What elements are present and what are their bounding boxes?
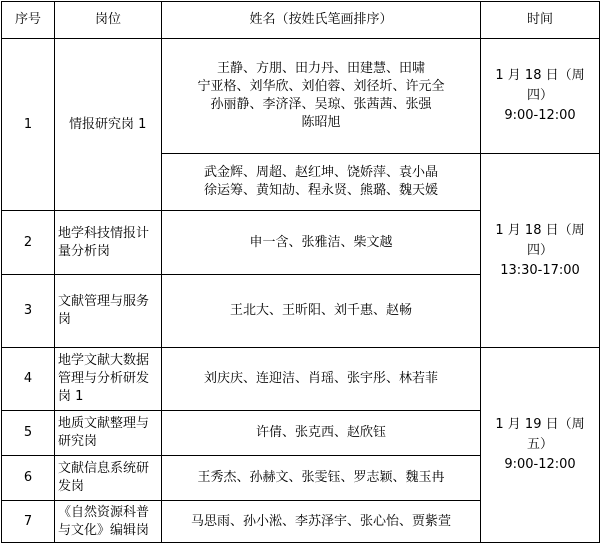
row-2-seq: 2	[1, 210, 55, 275]
row-4-seq: 4	[1, 347, 55, 411]
header-time: 时间	[480, 1, 600, 39]
time-slot-1: 1 月 18 日（周四） 9:00-12:00	[480, 38, 600, 154]
row-6-names: 王秀杰、孙赫文、张雯钰、罗志颖、魏玉冉	[161, 455, 481, 501]
row-5-names: 许倩、张克西、赵欣钰	[161, 410, 481, 456]
time-slot-2: 1 月 18 日（周四） 13:30-17:00	[480, 153, 600, 348]
row-4-names: 刘庆庆、连迎洁、肖瑶、张宇彤、林若菲	[161, 347, 481, 411]
row-1-names-group-1: 王静、方朋、田力丹、田建慧、田啸 宁亚格、刘华欣、刘伯蓉、刘径圻、许元全 孙丽静、李济泽、吴琼、张茜茜、张强 陈昭旭	[161, 38, 481, 154]
row-7-seq: 7	[1, 500, 55, 543]
header-names: 姓名（按姓氏笔画排序）	[161, 1, 481, 39]
row-3-position: 文献管理与服务岗	[54, 274, 162, 348]
row-5-seq: 5	[1, 410, 55, 456]
header-position: 岗位	[54, 1, 162, 39]
row-2-position: 地学科技情报计量分析岗	[54, 210, 162, 275]
row-3-names: 王北大、王昕阳、刘千惠、赵畅	[161, 274, 481, 348]
row-1-position: 情报研究岗 1	[54, 38, 162, 211]
row-1-names-group-2: 武金辉、周超、赵红坤、饶娇萍、袁小晶 徐运筹、黄知劼、程永贤、熊璐、魏天媛	[161, 153, 481, 211]
time-slot-3: 1 月 19 日（周五） 9:00-12:00	[480, 347, 600, 543]
row-6-seq: 6	[1, 455, 55, 501]
row-2-names: 申一含、张雅洁、柴文越	[161, 210, 481, 275]
row-7-names: 马思雨、孙小淞、李苏泽宇、张心怡、贾紫萱	[161, 500, 481, 543]
row-7-position: 《自然资源科普与文化》编辑岗	[54, 500, 162, 543]
row-5-position: 地质文献整理与研究岗	[54, 410, 162, 456]
row-6-position: 文献信息系统研发岗	[54, 455, 162, 501]
header-seq: 序号	[1, 1, 55, 39]
row-3-seq: 3	[1, 274, 55, 348]
row-4-position: 地学文献大数据管理与分析研发岗 1	[54, 347, 162, 411]
row-1-seq: 1	[1, 38, 55, 211]
